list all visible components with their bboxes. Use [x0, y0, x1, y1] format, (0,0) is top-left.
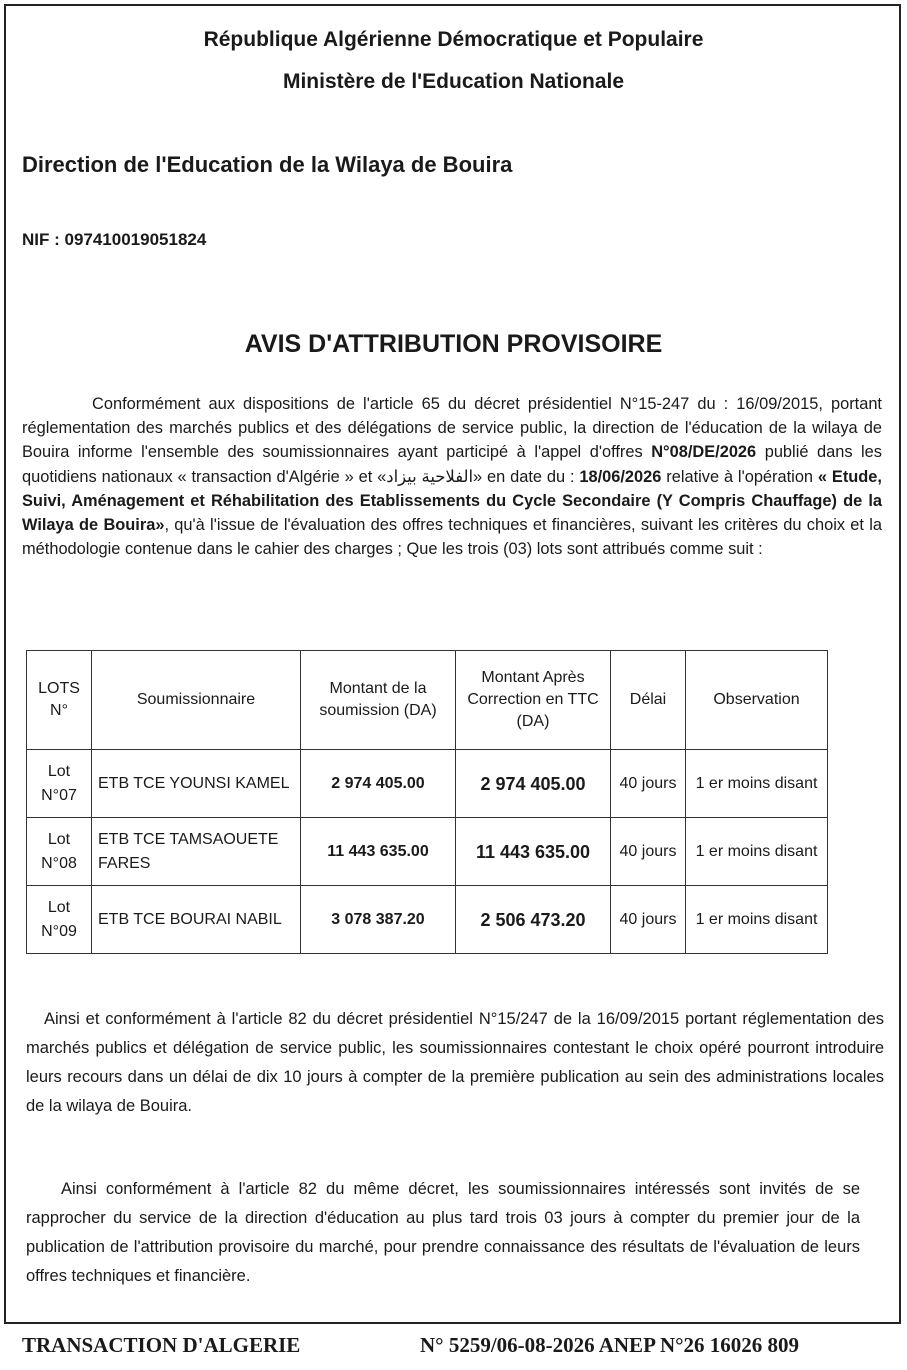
header-montant: Montant de la soumission (DA) — [301, 651, 456, 750]
cell-delai: 40 jours — [611, 886, 686, 954]
cell-observation: 1 er moins disant — [686, 818, 828, 886]
evaluation-text: Ainsi conformément à l'article 82 du même décret, les soumissionnaires intéressés sont invités de se rapprocher du service de la direction d'éducation au plus tard trois 03 jours à compter du premier jour de la publication de l'attribution provisoire du marché, pour prendre connaissance des résultats de l'évaluation de leurs offres techniques et financière. — [26, 1180, 860, 1285]
header-montant-apres: Montant Après Correction en TTC (DA) — [456, 651, 611, 750]
intro-text-2: publié dans les quotidiens nationaux « transaction d'Algérie » et «الفلاحية بيزاد» en date du : — [22, 443, 882, 486]
cell-montant: 11 443 635.00 — [301, 818, 456, 886]
lots-table — [26, 650, 828, 954]
cell-delai: 40 jours — [611, 818, 686, 886]
cell-montant-apres: 2 506 473.20 — [456, 886, 611, 954]
cell-lot: Lot N°08 — [27, 818, 92, 886]
intro-text-4: , qu'à l'issue de l'évaluation des offres techniques et financières, suivant les critères du choix et la méthodologie contenue dans le cahier des charges ; Que les trois (03) lots sont attribués comme suit : — [22, 516, 883, 559]
cell-observation: 1 er moins disant — [686, 750, 828, 818]
table-row — [27, 750, 828, 818]
cell-lot: Lot N°07 — [27, 750, 92, 818]
header-observation: Observation — [686, 651, 828, 750]
cell-montant-apres: 2 974 405.00 — [456, 750, 611, 818]
cell-observation: 1 er moins disant — [686, 886, 828, 954]
footer-newspaper: TRANSACTION D'ALGERIE — [22, 1333, 301, 1357]
operation-name: « Etude, Suivi, Aménagement et Réhabilitation des Etablissements du Cycle Secondaire (Y Compris Chauffage) de la Wilaya de Bouira» — [22, 467, 882, 535]
recourse-text: Ainsi et conformément à l'article 82 du décret présidentiel N°15/247 de la 16/09/2015 portant réglementation des marchés publics et délégation de service public, les soumissionnaires contestant le choix opéré pourront introduire leurs recours dans un délai de dix 10 jours à compter de la première publication au sein des administrations locales de la wilaya de Bouira. — [26, 1010, 884, 1115]
nif-number: NIF : 097410019051824 — [22, 230, 207, 249]
republic-header: République Algérienne Démocratique et Populaire — [203, 28, 704, 51]
header-soumissionnaire: Soumissionnaire — [92, 651, 301, 750]
cell-delai: 40 jours — [611, 750, 686, 818]
cell-soumissionnaire: ETB TCE BOURAI NABIL — [92, 886, 301, 954]
cell-montant: 3 078 387.20 — [301, 886, 456, 954]
intro-text-1: Conformément aux dispositions de l'article 65 du décret présidentiel N°15-247 du : 16/09/2015, portant réglementation des marchés publics et des délégations de service public, la direction de l'éducation de la wilaya de Bouira informe l'ensemble des soumissionnaires ayant participé à l'appel d'offres — [22, 395, 882, 462]
cell-soumissionnaire: ETB TCE TAMSAOUETE FARES — [92, 818, 301, 886]
tender-number: N°08/DE/2026 — [651, 443, 757, 462]
direction-title: Direction de l'Education de la Wilaya de Bouira — [22, 152, 513, 177]
cell-lot: Lot N°09 — [27, 886, 92, 954]
notice-title: AVIS D'ATTRIBUTION PROVISOIRE — [244, 330, 663, 358]
header-lots: LOTS N° — [27, 651, 92, 750]
intro-text-3: relative à l'opération — [661, 467, 818, 486]
intro-paragraph — [22, 392, 882, 561]
footer-reference: N° 5259/06-08-2026 ANEP N°26 16026 809 — [420, 1333, 800, 1357]
publication-date: 18/06/2026 — [579, 467, 662, 486]
table-header-row — [27, 651, 828, 750]
table-row — [27, 818, 828, 886]
table-row — [27, 886, 828, 954]
cell-soumissionnaire: ETB TCE YOUNSI KAMEL — [92, 750, 301, 818]
header-delai: Délai — [611, 651, 686, 750]
cell-montant-apres: 11 443 635.00 — [456, 818, 611, 886]
cell-montant: 2 974 405.00 — [301, 750, 456, 818]
ministry-header: Ministère de l'Education Nationale — [282, 70, 625, 93]
recourse-paragraph — [26, 1005, 884, 1121]
evaluation-paragraph — [26, 1175, 860, 1291]
